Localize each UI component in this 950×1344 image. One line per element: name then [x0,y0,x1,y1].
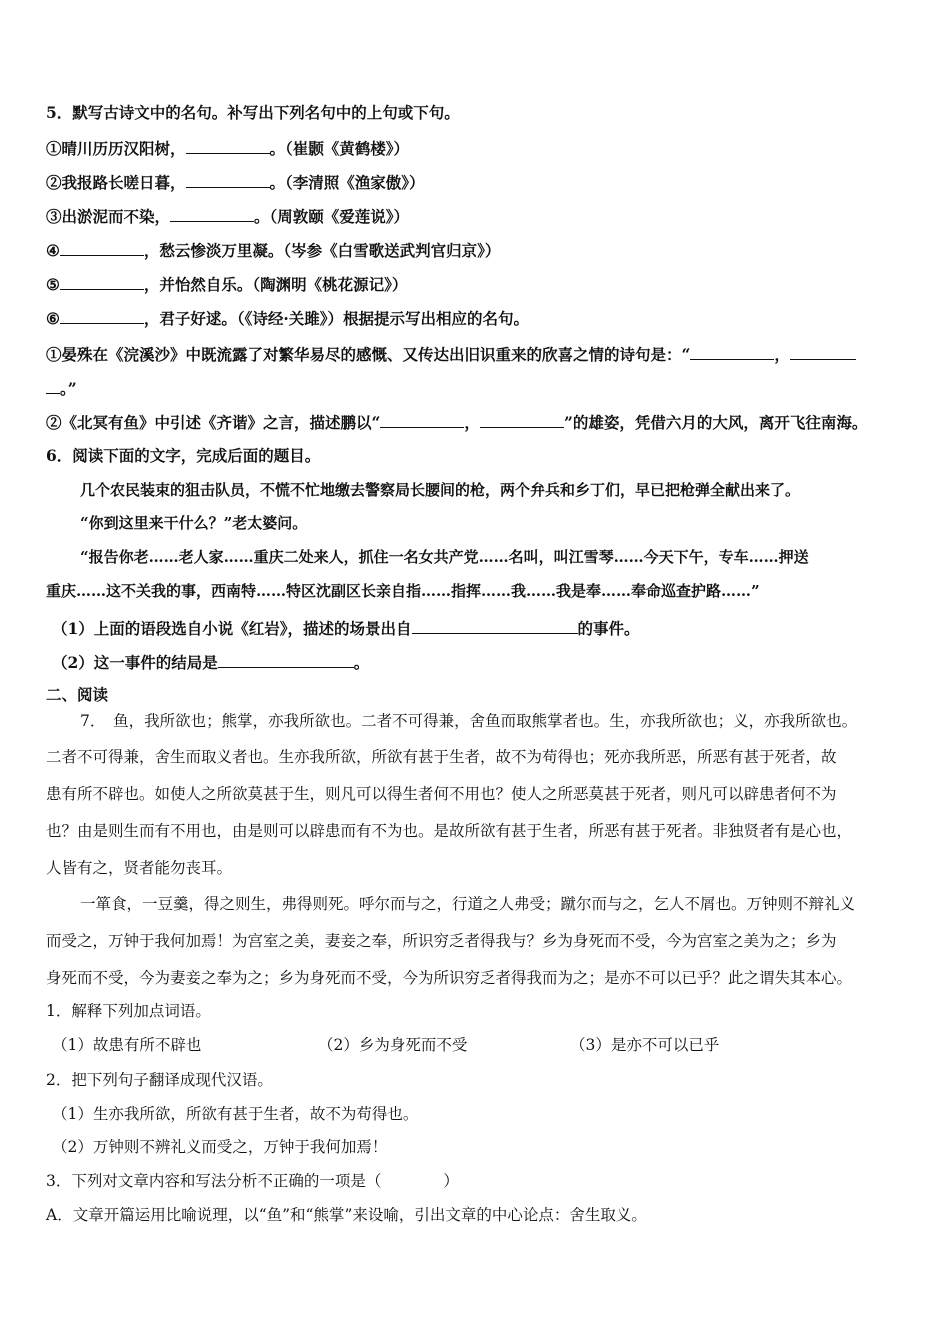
q6-passage-line: 几个农民装束的狙击队员，不慌不忙地缴去警察局长腰间的枪，两个弁兵和乡丁们，早已把枪弹全献出来了。 [80,481,801,499]
q6-title: 6．阅读下面的文字，完成后面的题目。 [46,446,321,465]
q7-1-item: （1）故患有所不辟也 [52,1036,202,1054]
q7-1-title: 1．解释下列加点词语。 [46,1002,211,1020]
q6-passage-line: “你到这里来干什么？”老太婆问。 [80,514,308,532]
q5-title: 5．默写古诗文中的名句。补写出下列名句中的上句或下句。 [46,103,460,122]
answer-blank[interactable] [60,273,144,290]
q6-passage-line: 重庆……这不关我的事，西南特……特区沈副区长亲自指……指挥……我……我是奉……奉命巡查护路……” [46,582,760,600]
q5-hint-1: ①晏殊在《浣溪沙》中既流露了对繁华易尽的感慨、又传达出旧识重来的欣喜之情的诗句是：“ ， [46,343,916,365]
q7-1-item: （3）是亦不可以已乎 [570,1036,720,1054]
answer-blank[interactable] [186,171,270,188]
q7-passage-line: 身死而不受，今为妻妾之奉为之；乡为身死而不受，今为所识穷乏者得我而为之；是亦不可以已乎？此之谓失其本心。 [46,969,853,987]
answer-blank[interactable] [170,205,254,222]
q7-1-items [52,1035,922,1055]
answer-blank[interactable] [46,377,60,394]
q5-item-4: ④ ，愁云惨淡万里凝。（岑参《白雪歌送武判官归京》） [46,241,501,260]
q7-passage-line: 也？由是则生而有不用也，由是则可以辟患而有不为也。是故所欲有甚于生者，所恶有甚于死者。非独贤者有是心也， [46,822,853,840]
q7-passage-line: 一箪食，一豆羹，得之则生，弗得则死。呼尔而与之，行道之人弗受；蹴尔而与之，乞人不屑也。万钟则不辩礼义 [80,895,856,913]
q6-sub-1: （1）上面的语段选自小说《红岩》，描述的场景出自 的事件。 [52,619,640,638]
answer-blank[interactable] [790,343,856,360]
q7-passage-line: 患有所不辟也。如使人之所欲莫甚于生，则凡可以得生者何不用也？使人之所恶莫甚于死者，则凡可以辟患者何不为 [46,785,837,803]
answer-blank[interactable] [412,617,578,634]
section-heading: 二、阅读 [46,685,109,704]
answer-blank[interactable] [218,651,354,668]
q7-2-item: （1）生亦我所欲，所欲有甚于生者，故不为苟得也。 [52,1105,419,1123]
q7-3-option-a: A．文章开篇运用比喻说理，以“鱼”和“熊掌”来设喻，引出文章的中心论点：舍生取义。 [46,1206,647,1224]
q5-hint-1-cont: 。” [46,377,916,399]
answer-blank[interactable] [60,307,144,324]
q7-2-item: （2）万钟则不辨礼义而受之，万钟于我何加焉！ [52,1138,388,1156]
q7-1-item: （2）乡为身死而不受 [318,1036,468,1054]
q6-passage-line: “报告你老……老人家……重庆二处来人，抓住一名女共产党……名叫，叫江雪琴……今天下午，专车……押送 [80,548,809,566]
q5-item-3: ③出淤泥而不染， 。（周敦颐《爱莲说》） [46,207,410,226]
q7-3-title: 3．下列对文章内容和写法分析不正确的一项是（ ） [46,1172,459,1190]
q7-passage-line: 人皆有之，贤者能勿丧耳。 [46,859,233,877]
q7-passage-line: 而受之，万钟于我何加焉！为宫室之美，妻妾之奉，所识穷乏者得我与？乡为身死而不受，今为宫室之美为之；乡为 [46,932,837,950]
answer-blank[interactable] [186,137,270,154]
answer-blank[interactable] [480,411,564,428]
q6-sub-2: （2）这一事件的结局是 。 [52,653,370,672]
q5-item-1: ①晴川历历汉阳树， 。（崔颢《黄鹤楼》） [46,139,410,158]
answer-blank[interactable] [60,239,144,256]
answer-blank[interactable] [690,343,774,360]
answer-blank[interactable] [380,411,464,428]
q7-2-title: 2．把下列句子翻译成现代汉语。 [46,1071,273,1089]
q5-item-2: ②我报路长嗟日暮， 。（李清照《渔家傲》） [46,173,425,192]
q5-hint-2: ②《北冥有鱼》中引述《齐谐》之言，描述鹏以“ ， ”的雄姿，凭借六月的大风，离开飞往南海。 [46,413,868,432]
q5-item-5: ⑤ ，并怡然自乐。（陶渊明《桃花源记》） [46,275,408,294]
q7-passage-line: 7． 鱼，我所欲也；熊掌，亦我所欲也。二者不可得兼，舍鱼而取熊掌者也。生，亦我所欲也；义，亦我所欲也。 [80,712,858,730]
q5-item-6: ⑥ ，君子好逑。（《诗经·关雎》）根据提示写出相应的名句。 [46,309,530,328]
q7-passage-line: 二者不可得兼，舍生而取义者也。生亦我所欲，所欲有甚于生者，故不为苟得也；死亦我所恶，所恶有甚于死者，故 [46,748,837,766]
